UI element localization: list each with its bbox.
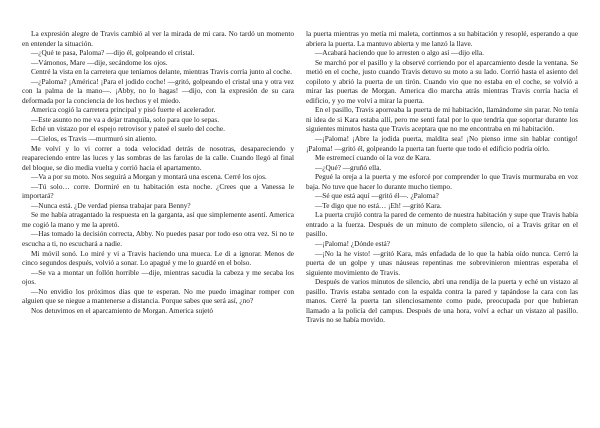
paragraph: —Vámonos, Mare —dije, secándome los ojos. — [31, 57, 168, 67]
right-page — [306, 29, 578, 419]
paragraph: Se marchó por el pasillo y la observé corriendo por el aparcamiento desde la ventana. Se metió en el coche, justo cuando Travis detuvo su moto a su lado. Corrió hasta el asiento del copiloto y abrió la puerta de un tirón. Cuando vio que no estaba en el coche, se volvió a mirar las puertas de Morgan. America dio marcha atrás mientras Travis corría hacia el edificio, y yo me volví a mirar la puerta. — [306, 57, 578, 105]
paragraph: —Has tomado la decisión correcta, Abby. No puedes pasar por todo eso otra vez. Si no te escucha a ti, no escuchará a nadie. — [22, 229, 294, 249]
paragraph: America cogió la carretera principal y pisó fuerte el acelerador. — [31, 105, 216, 115]
paragraph: —No envidio los próximos días que te esperan. No me puedo imaginar romper con alguien que se niegue a mantenerse a distancia. Porque sabes que será así, ¿no? — [22, 286, 294, 306]
paragraph: —¿Qué te pasa, Paloma? —dijo él, golpeando el cristal. — [31, 48, 195, 58]
paragraph: —Se va a montar un follón horrible —dije, mientras sacudía la cabeza y me secaba los ojos. — [22, 267, 294, 287]
paragraph: la puerta mientras yo metía mi maleta, cortinmos a su habitación y resoplé, esperando a que abriera la puerta. La mantuvo abierta y me lanzó la llave. — [306, 29, 578, 48]
paragraph: En el pasillo, Travis aporreaba la puerta de mi habitación, llamándome sin parar. No tenía ni idea de si Kara estaba allí, pero me sentí fatal por lo que tendría que soportar durante los siguientes minutos hasta que Travis aceptara que no me encontraba en mi habitación. — [306, 105, 578, 134]
paragraph: —¿Qué? —gruñó ella. — [315, 162, 382, 172]
paragraph: La puerta crujió contra la pared de cemento de nuestra habitación y supe que Travis había entrado a la fuerza. Después de un minuto de completo silencio, oí a Travis gritar en el pasillo. — [306, 210, 578, 239]
left-page — [22, 29, 294, 419]
paragraph: Se me había atragantado la respuesta en la garganta, así que simplemente asentí. America me cogió la mano y me la apretó. — [22, 210, 294, 229]
paragraph: —Tú solo… corre. Dormiré en tu habitación esta noche. ¿Crees que a Vanessa le importará? — [22, 181, 294, 201]
paragraph: —Te digo que no está… ¡Eh! —gritó Kara. — [315, 200, 442, 210]
paragraph: Después de varios minutos de silencio, abrí una rendija de la puerta y eché un vistazo al pasillo. Travis estaba sentado con la espalda contra la pared y tapándose la cara con las manos. Cerré la puerta tan silenciosamente como pude, preocupada por que hubieran llamado a la policía del campus. Después de una hora, volví a echar un vistazo al pasillo. Travis no se había movido. — [306, 277, 578, 325]
paragraph: Nos detuvimos en el aparcamiento de Morgan. America sujetó — [31, 305, 214, 315]
paragraph: —Acabará haciendo que lo arresten o algo así —dijo ella. — [315, 48, 484, 58]
paragraph: —Va a por su moto. Nos seguirá a Morgan y montará una escena. Cerré los ojos. — [31, 172, 267, 182]
paragraph: —¡Paloma! ¿Dónde está? — [315, 239, 390, 249]
paragraph: —Nunca está. ¿De verdad piensa trabajar para Benny? — [31, 200, 191, 210]
paragraph: —¡Paloma! ¡Abre la jodida puerta, maldita sea! ¡No pienso irme sin hablar contigo! ¡Paloma! —gritó él, golpeando la puerta tan fuerte que todo el edificio podría oírlo. — [306, 134, 578, 153]
paragraph: La expresión alegre de Travis cambió al ver la mirada de mi cara. No tardó un momento en entender la situación. — [22, 29, 294, 48]
paragraph: —Este asunto no me va a dejar tranquila, solo para que lo sepas. — [31, 114, 220, 124]
paragraph: Pegué la oreja a la puerta y me esforcé por comprender lo que Travis murmuraba en voz baja. No tuve que hacer lo durante mucho tiempo. — [306, 172, 578, 191]
paragraph: Mi móvil sonó. Lo miré y vi a Travis haciendo una mueca. Le di a ignorar. Menos de cinco segundos después, volvió a sonar. Lo apagué y me lo guardé en el bolso. — [22, 248, 294, 268]
paragraph: Me estremecí cuando oí la voz de Kara. — [315, 153, 431, 163]
paragraph: —Sé que está aquí —gritó él—. ¿Paloma? — [315, 191, 439, 201]
paragraph: —¡No la he visto! —gritó Kara, más enfadada de lo que la había oído nunca. Cerró la puerta de un golpe y unas náuseas repentinas me sobrevinieron mientras esperaba el siguiente movimiento de Travis. — [306, 248, 578, 277]
paragraph: Eché un vistazo por el espejo retrovisor y pateé el suelo del coche. — [31, 124, 225, 134]
paragraph: —¿Paloma? ¡América! ¡Para el jodido coche! —gritó, golpeando el cristal una y otra vez con la palma de la mano—. ¡Abby, no lo hagas! —dijo, con la expresión de su cara deformada por la conciencia de los hechos y el miedo. — [22, 76, 294, 105]
paragraph: Me volví y lo vi correr a toda velocidad detrás de nosotras, desapareciendo y reapareciendo entre las luces y las sombras de las farolas de la calle. Cuando llegó al final del bloque, se dio media vuelta y corrió hacia el apartamento. — [22, 143, 294, 172]
paragraph: —Cielos, es Travis —murmuró sin aliento. — [31, 134, 157, 144]
paragraph: Centré la vista en la carretera que teníamos delante, mientras Travis corría junto al coche. — [31, 67, 292, 77]
